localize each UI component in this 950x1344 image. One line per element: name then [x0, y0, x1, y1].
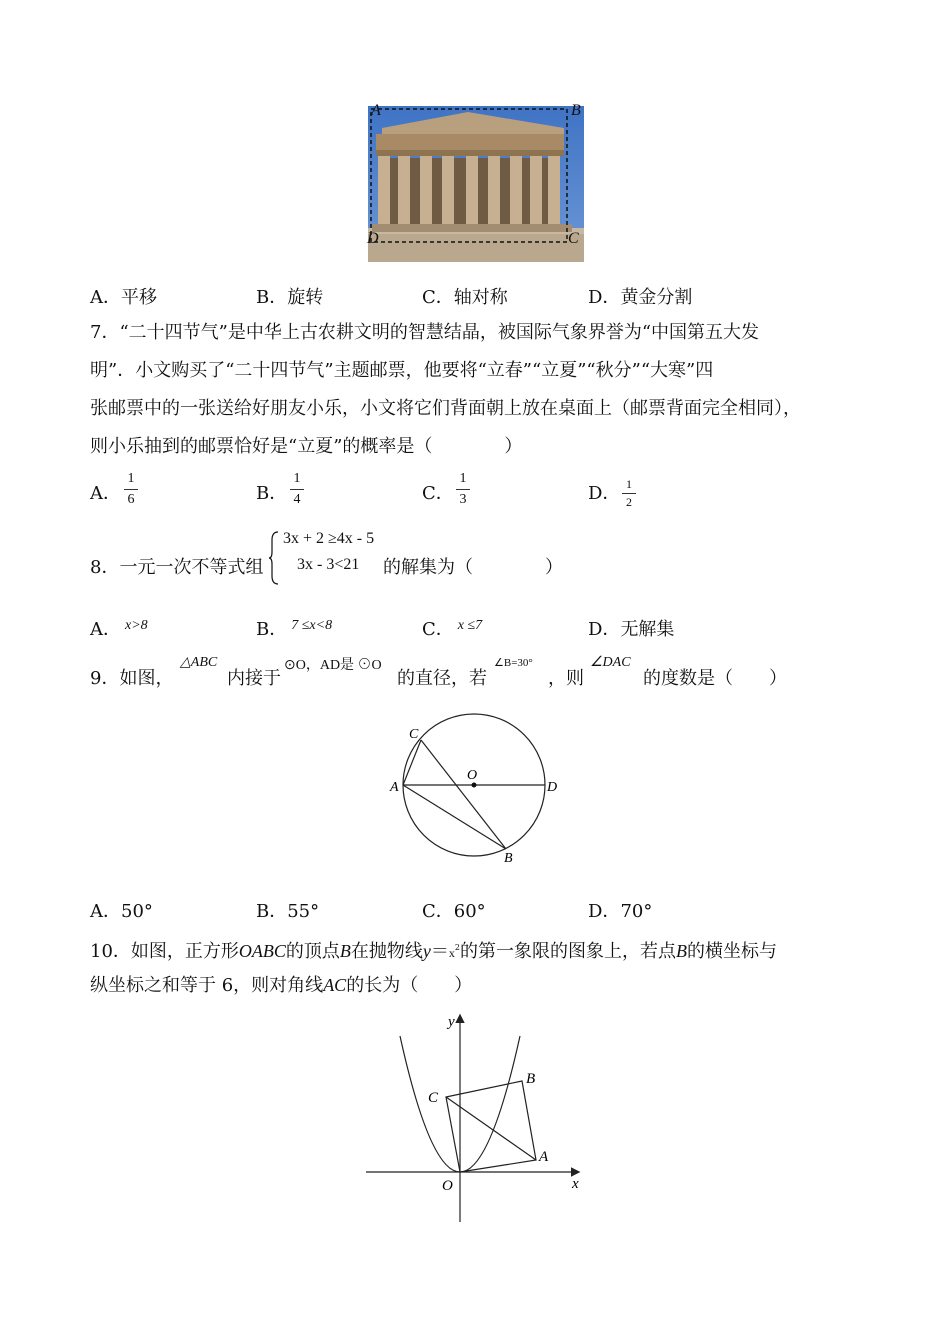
- label-y: y: [448, 1014, 455, 1030]
- option-text: 70°: [620, 901, 653, 922]
- q10-line-1: [90, 936, 777, 965]
- var-x: x: [448, 946, 455, 960]
- option-letter: A．: [90, 287, 121, 308]
- q9-part-1: 9．如图，: [90, 668, 174, 689]
- label-a: A: [539, 1149, 549, 1165]
- exponent: 2: [454, 943, 460, 952]
- q8-suffix: 的解集为（ ）: [383, 557, 563, 578]
- option-text: 7 ≤x<8: [291, 618, 333, 633]
- q7-option-a-letter: A．: [90, 483, 121, 504]
- text: 的长为（ ）: [346, 975, 473, 996]
- option-text: 60°: [453, 901, 486, 922]
- fraction-bar: [622, 493, 636, 494]
- label-b: B: [504, 851, 513, 866]
- option-text: 旋转: [287, 287, 324, 308]
- point-name: B: [676, 941, 687, 961]
- fraction-bar: [290, 489, 304, 490]
- photo-label-a: A: [371, 102, 381, 119]
- parabola-figure: [360, 1008, 600, 1228]
- option-text: 55°: [287, 901, 320, 922]
- denominator: 2: [626, 495, 632, 509]
- point-name: B: [339, 941, 351, 961]
- q8-prefix: 8．一元一次不等式组: [90, 557, 264, 578]
- numerator: 1: [127, 471, 135, 486]
- option-letter: C．: [422, 619, 454, 640]
- option-text: x>8: [125, 618, 148, 633]
- label-d: D: [547, 780, 558, 795]
- text: 在抛物线: [350, 941, 423, 962]
- label-b: B: [526, 1071, 536, 1087]
- q9-angle-b: ∠B=30°: [494, 657, 533, 669]
- q8-option-b: [256, 618, 332, 644]
- equals: ＝: [430, 941, 449, 962]
- numerator: 1: [626, 477, 632, 491]
- label-a: A: [390, 780, 399, 795]
- center-point: [472, 783, 477, 788]
- q7-option-c-letter: C．: [422, 483, 454, 504]
- q9-option-a: [90, 900, 153, 924]
- q6-option-a: [90, 286, 157, 310]
- q7-option-d-fraction: [622, 478, 636, 509]
- text: 的顶点: [285, 941, 340, 962]
- q10-line-2: [90, 973, 472, 998]
- q7-option-d-letter: D．: [588, 483, 621, 504]
- q8-option-c: [422, 618, 482, 644]
- q7-line-3: 张邮票中的一张送给好朋友小乐，小文将它们背面朝上放在桌面上（邮票背面完全相同），: [90, 398, 801, 419]
- label-x: x: [572, 1176, 579, 1192]
- circle-figure: [380, 705, 570, 875]
- q7-option-b-letter: B．: [256, 483, 288, 504]
- option-letter: B．: [256, 619, 288, 640]
- photo-label-d: D: [367, 230, 379, 247]
- denominator: 3: [459, 492, 467, 507]
- option-letter: D．: [588, 901, 621, 922]
- label-o: O: [442, 1178, 453, 1194]
- brace-icon: [268, 530, 280, 586]
- q8-inequality-2: 3x - 3<21: [297, 556, 360, 573]
- option-text: 黄金分割: [620, 287, 693, 308]
- q7-option-c-fraction: [456, 471, 470, 508]
- numerator: 1: [459, 471, 467, 486]
- text: 10．如图，正方形: [90, 941, 239, 962]
- option-letter: C．: [422, 287, 454, 308]
- option-text: 轴对称: [453, 287, 508, 308]
- q7-line-4: 则小乐抽到的邮票恰好是“立夏”的概率是（ ）: [90, 436, 523, 457]
- denominator: 6: [127, 492, 135, 507]
- segment-ac: [403, 740, 421, 785]
- temple-photo: [368, 106, 584, 262]
- label-o: O: [467, 768, 478, 783]
- denominator: 4: [293, 492, 301, 507]
- option-letter: D．: [588, 287, 621, 308]
- var-y: y: [422, 941, 431, 961]
- option-letter: D．: [588, 619, 621, 640]
- option-letter: B．: [256, 901, 288, 922]
- diagonal-name: AC: [323, 975, 347, 995]
- q7-option-b-fraction: [290, 471, 304, 508]
- q9-option-c: [422, 900, 486, 924]
- segment-ab: [403, 785, 506, 849]
- option-letter: A．: [90, 619, 121, 640]
- q7-line-2: 明”．小文购买了“二十四节气”主题邮票，他要将“立春”“立夏”“秋分”“大寒”四: [90, 360, 714, 381]
- q9-angle-dac: ∠DAC: [590, 655, 631, 670]
- fraction-bar: [456, 489, 470, 490]
- q6-option-b: [256, 286, 323, 310]
- q8-inequality-1: 3x + 2 ≥4x - 5: [283, 530, 375, 547]
- text: 纵坐标之和等于 6，则对角线: [90, 975, 324, 996]
- q9-part-3: 的直径，若: [397, 668, 487, 689]
- q6-option-c: [422, 286, 508, 310]
- option-text: 平移: [121, 287, 157, 308]
- q9-part-5: 的度数是（ ）: [643, 668, 787, 689]
- parthenon-image: [368, 106, 584, 262]
- q8-option-a: [90, 618, 148, 644]
- text: 的横坐标与: [687, 941, 777, 962]
- q9-part-2: 内接于: [227, 668, 281, 689]
- q8-option-d: [588, 618, 674, 642]
- q7-line-1: 7．“二十四节气”是中华上古农耕文明的智慧结晶，被国际气象界誉为“中国第五大发: [90, 322, 760, 343]
- q6-option-d: [588, 286, 692, 310]
- q9-part-4: ，则: [548, 668, 584, 689]
- photo-label-b: B: [571, 102, 581, 119]
- segment-cb: [421, 740, 506, 849]
- option-letter: A．: [90, 901, 121, 922]
- text: 的第一象限的图象上，若点: [460, 941, 676, 962]
- option-text: 无解集: [620, 619, 675, 640]
- option-text: x ≤7: [457, 618, 483, 633]
- label-c: C: [428, 1090, 439, 1106]
- numerator: 1: [293, 471, 301, 486]
- photo-label-c: C: [568, 230, 579, 247]
- label-c: C: [409, 727, 419, 742]
- q9-circle-text: ⊙O，AD是 ⊙O: [284, 658, 382, 673]
- q9-option-b: [256, 900, 319, 924]
- option-text: 50°: [121, 901, 153, 922]
- option-letter: C．: [422, 901, 454, 922]
- fraction-bar: [124, 489, 138, 490]
- q9-option-d: [588, 900, 652, 924]
- square-name: OABC: [238, 941, 286, 961]
- option-letter: B．: [256, 287, 288, 308]
- q7-option-a-fraction: [124, 471, 138, 508]
- q9-triangle: △ABC: [180, 655, 218, 670]
